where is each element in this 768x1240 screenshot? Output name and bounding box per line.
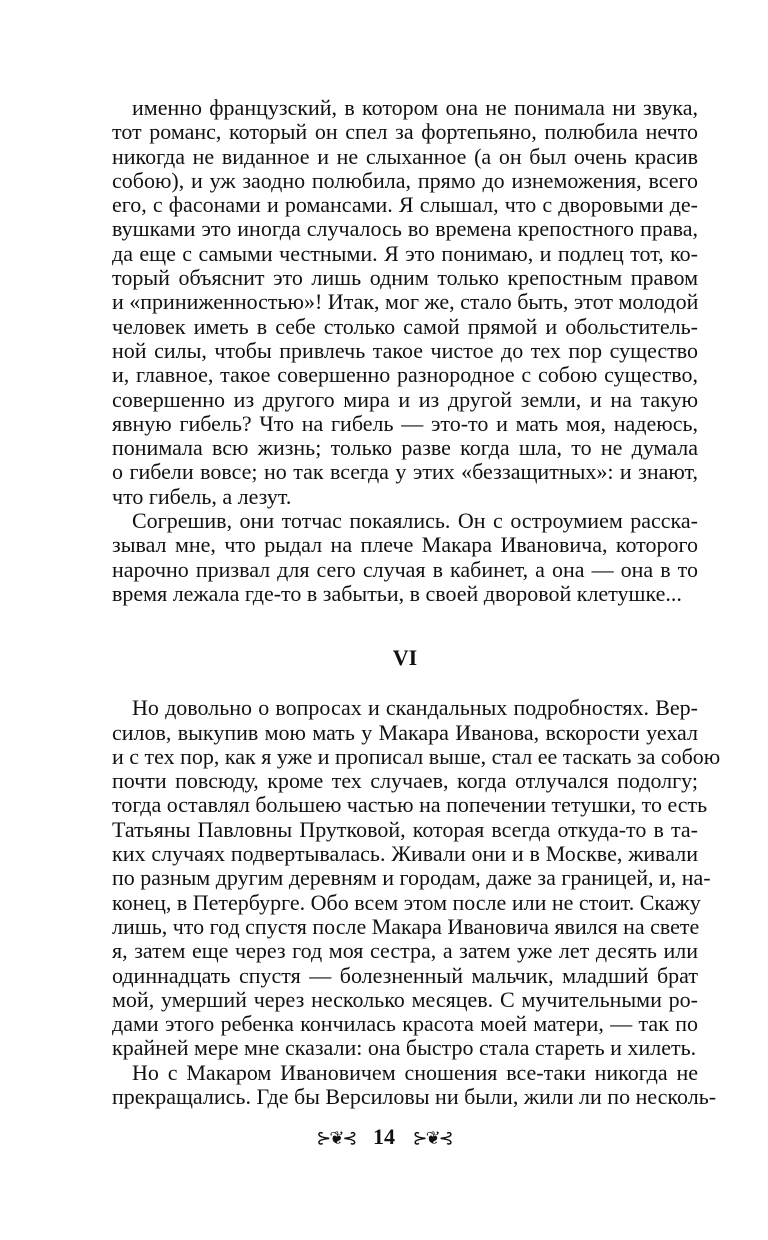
text-line: явную гибель? Что на гибель — это-то и мать моя, надеюсь,	[112, 410, 698, 436]
text-line: лишь, что год спустя после Макара Ивановича явился на свете	[112, 913, 700, 939]
text-line: и с тех пор, как я уже и прописал выше, стал ее таскать за собою	[112, 743, 721, 769]
text-line: торый объяснит это лишь одним только крепостным правом	[112, 265, 698, 291]
text-line: одиннадцать спустя — болезненный мальчик, младший брат	[112, 962, 698, 988]
text-line: тот романс, который он спел за фортепьяно, полюбила нечто	[112, 119, 698, 145]
section-heading: VI	[392, 645, 418, 671]
text-line: да еще с самыми честными. Я это понимаю, и подлец тот, ко-	[112, 240, 698, 266]
text-line: что гибель, а лезут.	[112, 483, 292, 509]
text-line: его, с фасонами и романсами. Я слышал, что с дворовыми де-	[112, 192, 698, 218]
book-page	[112, 95, 721, 1109]
text-line: прекращались. Где бы Версиловы ни были, жили ли по несколь-	[112, 1083, 717, 1109]
page-footer	[0, 1124, 768, 1150]
text-line: человек иметь в себе столько самой прямой и обольститель-	[112, 313, 698, 339]
text-line: ких случаях подвертывалась. Живали они и в Москве, живали	[112, 841, 698, 867]
text-line: нарочно призвал для сего случая в кабинет, а она — она в то	[112, 556, 698, 582]
text-line: тогда оставлял большею частью на попечении тетушки, то есть	[112, 792, 708, 818]
left-ornament-icon: ⊱❦⊰	[316, 1128, 356, 1149]
text-line: никогда не виданное и не слыханное (а он был очень красив	[112, 143, 698, 169]
paragraph-1	[112, 96, 698, 509]
text-line: Татьяны Павловны Прутковой, которая всегда откуда-то в та-	[112, 816, 698, 842]
text-line: по разным другим деревням и городам, даже за границей, и, на-	[112, 865, 711, 891]
text-line: Но довольно о вопросах и скандальных подробностях. Вер-	[132, 695, 698, 721]
page-number: 14	[373, 1124, 395, 1149]
text-line: я, затем еще через год моя сестра, а затем уже лет десять или	[112, 938, 698, 964]
text-line: о гибели вовсе; но так всегда у этих «беззащитных»: и знают,	[112, 459, 698, 485]
text-line: именно французский, в котором она не понимала ни звука,	[132, 95, 698, 120]
paragraph-3	[112, 695, 721, 1061]
text-line: конец, в Петербурге. Обо всем этом после или не стоит. Скажу	[112, 889, 701, 915]
text-line: и, главное, такое совершенно разнородное с собою существо,	[112, 362, 698, 388]
paragraph-2	[112, 509, 698, 606]
text-line: Но с Макаром Ивановичем сношения все-таки никогда не	[132, 1059, 698, 1085]
text-line: совершенно из другого мира и из другой земли, и на такую	[112, 386, 698, 412]
text-line: время лежала где-то в забытьи, в своей дворовой клетушке...	[112, 580, 682, 606]
text-line: вушками это иногда случалось во времена крепостного права,	[112, 216, 698, 242]
text-line: и «приниженностью»! Итак, мог же, стало быть, этот молодой	[112, 289, 699, 315]
text-line: зывал мне, что рыдал на плече Макара Ивановича, которого	[112, 532, 698, 558]
right-ornament-icon: ⊱❦⊰	[412, 1128, 452, 1149]
text-line: силов, выкупив мою мать у Макара Иванова, вскорости уехал	[112, 719, 698, 745]
text-line: мой, умерший через несколько месяцев. С мучительными ро-	[112, 986, 698, 1012]
text-line: понимала всю жизнь; только разве когда шла, то не думала	[112, 435, 698, 461]
text-line: Согрешив, они тотчас покаялись. Он с остроумием расска-	[132, 508, 698, 534]
text-line: почти повсюду, кроме тех случаев, когда отлучался подолгу;	[112, 768, 698, 794]
text-line: ной силы, чтобы привлечь такое чистое до тех пор существо	[112, 337, 698, 363]
text-line: крайней мере мне сказали: она быстро стала стареть и хилеть.	[112, 1035, 697, 1061]
text-line: собою), и уж заодно полюбила, прямо до изнеможения, всего	[112, 167, 698, 193]
text-line: дами этого ребенка кончилась красота моей матери, — так по	[112, 1011, 698, 1037]
paragraph-4	[112, 1059, 717, 1110]
